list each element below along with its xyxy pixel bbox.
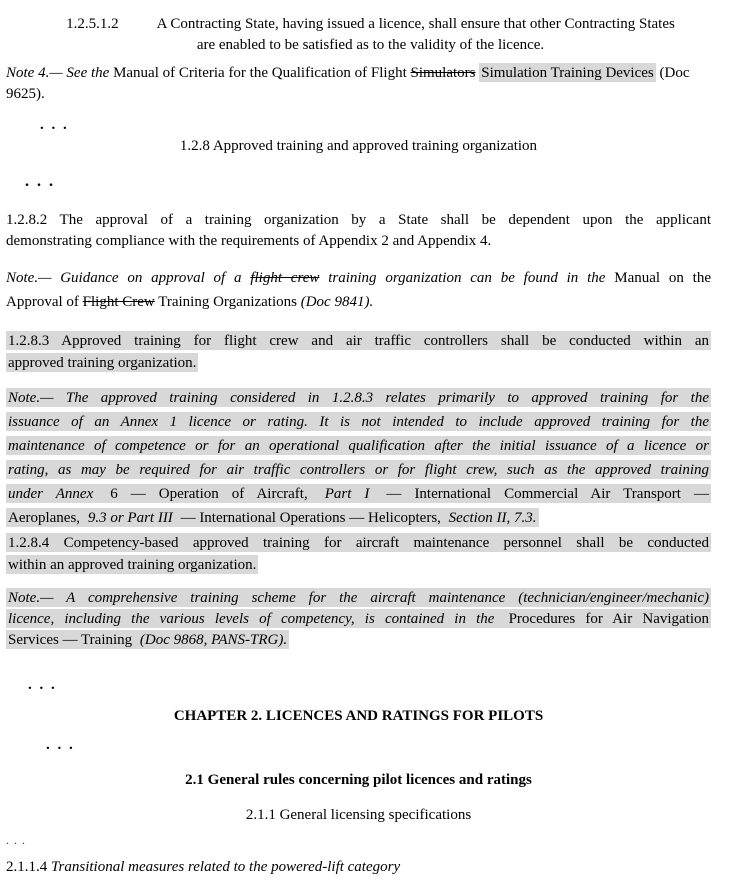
text-line [6,330,711,352]
highlighted-text: (Doc 9868, PANS-TRG). [139,632,288,648]
highlighted-text: issuance of an Annex 1 licence or rating. It is not intended to include approved training for the [8,414,709,430]
heading-chapter-2 [6,706,711,727]
text-run: . . . [6,833,26,847]
text-run: A Contracting State, having issued a licence, shall ensure that other Contracting States [156,16,675,32]
text-run: 2.1 General rules concerning pilot licences and ratings [185,772,532,788]
text-run: Transitional measures related to the powered-lift category [51,859,401,875]
highlighted-text: 9.3 or Part III [87,510,177,526]
text-run: 1.2.8.2 The approval of a training organization by a State shall be dependent upon the applicant [6,212,711,228]
highlighted-text: Simulation Training Devices [481,65,654,81]
text-line [6,266,711,290]
ellipsis-5 [6,830,711,851]
text-line [30,35,711,56]
text-line [6,352,711,374]
text-line [6,458,711,482]
text-line [6,84,711,105]
text-line [6,231,711,252]
text-line [6,706,711,727]
highlighted-text: Services — Training [8,632,136,648]
text-run: Manual on the [614,270,711,286]
text-line [6,482,711,506]
text-line [6,554,711,576]
text-run: 1.2.5.1.2 [66,16,119,32]
text-line [6,588,711,609]
ellipsis-1 [6,115,711,136]
highlighted-text: 1.2.8.3 Approved training for flight crew and air traffic controllers shall be conducted within an [8,333,709,349]
para-1-2-8-2 [6,210,711,252]
text-run: (Doc 9841). [300,294,374,310]
para-1-2-8-3 [6,330,711,374]
text-line [28,675,711,696]
text-run: demonstrating compliance with the requirements of Appendix 2 and Appendix 4. [6,233,492,249]
text-line [6,770,711,791]
highlighted-text: Part I [324,486,383,502]
highlighted-text: — International Commercial Air Transport — [386,486,709,502]
text-run: Note 4.— See the [6,65,114,81]
text-line [6,434,711,458]
highlighted-text: Note.— A comprehensive training scheme for the aircraft maintenance (technician/engineer/mechanic) [8,590,709,606]
highlighted-text: — International Operations — Helicopters, [180,510,445,526]
text-run: . . . [28,677,57,693]
ellipsis-4 [6,735,711,756]
text-run: (Doc [655,65,690,81]
text-run: Note.— Guidance on approval of a [6,270,251,286]
text-line [6,830,711,851]
text-run: Approval of [6,294,83,310]
text-run: 2.1.1 General licensing specifications [245,807,472,823]
text-line [6,805,711,826]
text-run: 9625). [6,86,45,102]
text-run: . . . [46,737,75,753]
text-line [6,290,711,314]
highlighted-text: Procedures for Air Navigation [508,611,710,627]
text-line [6,63,711,84]
para-2-1-1-4 [6,857,711,878]
note-doc-9868 [6,588,711,651]
text-run: 2.1.1.4 [6,859,51,875]
text-line [6,506,711,530]
text-line [6,386,711,410]
highlighted-text: approved training organization. [8,355,197,371]
text-run: . . . [25,173,55,190]
text-line [6,136,711,157]
para-1-2-8-4 [6,532,711,576]
highlighted-text: maintenance of competence or for an operational qualification after the initial issuance of a licence or [8,438,709,454]
text-line [6,532,711,554]
heading-2-1-1 [6,805,711,826]
highlighted-text: Section II, 7.3. [448,510,537,526]
text-run: 1.2.8 Approved training and approved training organization [179,138,538,154]
deleted-text: flight crew [250,270,320,286]
highlighted-text: 6 — Operation of Aircraft, [110,486,321,502]
note-doc-9841 [6,266,711,314]
note-doc-9625 [6,63,711,105]
text-run: CHAPTER 2. LICENCES AND RATINGS FOR PILOTS [173,708,544,724]
text-run: Training Organizations [154,294,301,310]
highlighted-text: rating, as may be required for air traffic controllers or for flight crew, such as the approved training [8,462,709,478]
text-line [6,609,711,630]
text-line [30,14,711,35]
highlighted-text: Aeroplanes, [8,510,84,526]
text-line [6,857,711,878]
text-run: Manual of Criteria for the Qualification of Flight [113,65,411,81]
highlighted-text: licence, including the various levels of competency, is contained in the [8,611,505,627]
text-line [6,630,711,651]
text-line [46,735,711,756]
para-1-2-5-1-2 [30,14,711,56]
text-run: training organization can be found in the [319,270,615,286]
text-line [6,410,711,434]
deleted-text: Flight Crew [82,294,155,310]
highlighted-text: Note.— The approved training considered in 1.2.8.3 relates primarily to approved training for the [8,390,709,406]
deleted-text: Simulators [410,65,476,81]
text-line [6,210,711,231]
heading-1-2-8 [6,136,711,157]
text-line [40,115,711,136]
heading-2-1 [6,770,711,791]
note-1-2-8-3 [6,386,711,530]
text-run: are enabled to be satisfied as to the validity of the licence. [196,37,545,53]
ellipsis-3 [6,675,711,696]
text-line [25,171,711,192]
text-run: . . . [40,117,69,133]
ellipsis-2 [6,171,711,192]
highlighted-text: 1.2.8.4 Competency-based approved training for aircraft maintenance personnel shall be conducted [8,535,709,551]
highlighted-text: within an approved training organization. [8,557,257,573]
highlighted-text: under Annex [8,486,107,502]
